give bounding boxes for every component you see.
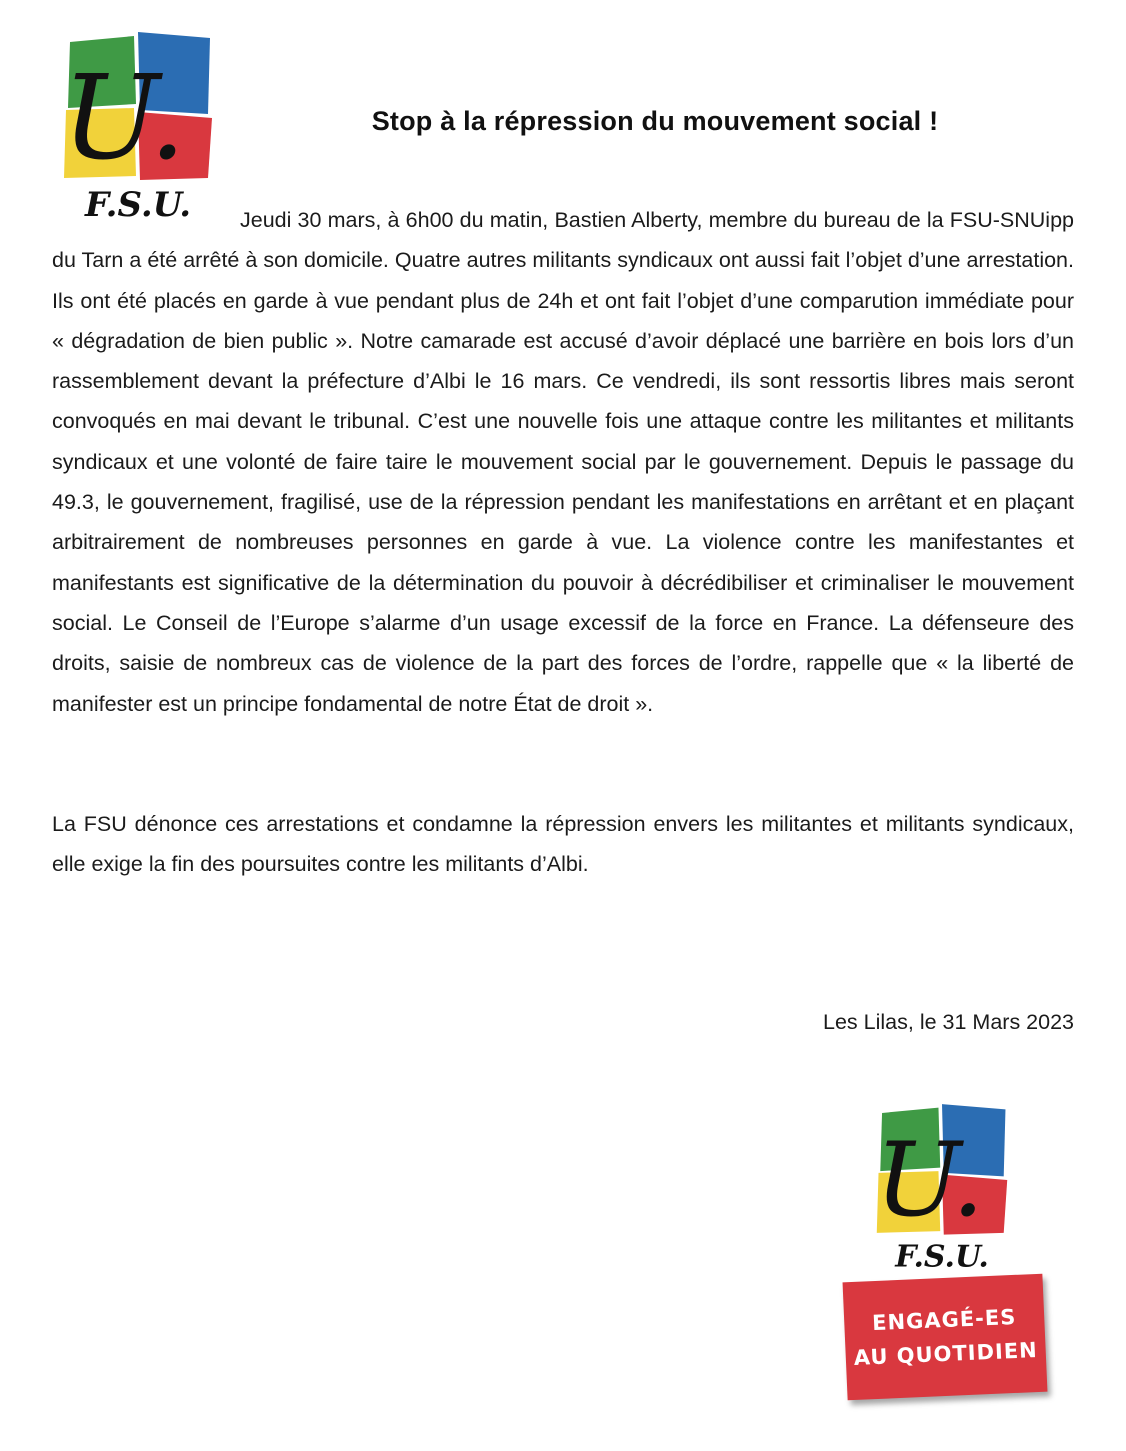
engagees-stamp — [843, 1274, 1048, 1401]
stamp-line-2: AU QUOTIDIEN — [853, 1337, 1039, 1370]
paragraph-2: La FSU dénonce ces arrestations et condamne la répression envers les militantes et militants syndicaux, elle exige la fin des poursuites contre les militants d’Albi. — [52, 811, 1074, 877]
logo-caption: F.S.U. — [84, 185, 192, 222]
page-title: Stop à la répression du mouvement social ! — [371, 106, 939, 137]
logo-letter-bottom: U. — [875, 1121, 985, 1241]
fsu-logo-bottom — [875, 1102, 1009, 1272]
logo-letter: U. — [62, 51, 186, 186]
fsu-logo-top — [62, 30, 214, 222]
paragraph-1 — [52, 200, 1074, 724]
stamp-line-1: ENGAGÉ-ES — [871, 1304, 1017, 1336]
paragraph-1-text: Jeudi 30 mars, à 6h00 du matin, Bastien Alberty, membre du bureau de la FSU-SNUipp du Tarn a été arrêté à son domicile. Quatre autres militants syndicaux ont aussi fait l’objet d’une arrestation. Ils ont été placés en garde à vue pendant plus de 24h et ont fait l’objet d’une comparution immédiate pour « dégradation de bien public ». Notre camarade est accusé d’avoir déplacé une barrière en bois lors d’un rassemblement devant la préfecture d’Albi le 16 mars. Ce vendredi, ils sont ressortis libres mais seront convoqués en mai devant le tribunal. C’est une nouvelle fois une attaque contre les militantes et militants syndicaux et une volonté de faire taire le mouvement social par le gouvernement. Depuis le passage du 49.3, le gouvernement, fragilisé, use de la répression pendant les manifestations en arrêtant et en plaçant arbitrairement de nombreuses personnes en garde à vue. La violence contre les manifestantes et manifestants est significative de la détermination du pouvoir à décrédibiliser et criminaliser le mouvement social. Le Conseil de l’Europe s’alarme d’un usage excessif de la force en France. La défenseure des droits, saisie de nombreux cas de violence de la part des forces de l’ordre, rappelle que « la liberté de manifester est un principe fondamental de notre État de droit ». — [52, 208, 1074, 716]
document-body — [52, 200, 1074, 884]
signature-date: Les Lilas, le 31 Mars 2023 — [823, 1010, 1074, 1034]
logo-caption-bottom: F.S.U. — [895, 1239, 989, 1272]
fsu-logo-emblem — [62, 30, 214, 222]
fsu-logo-emblem-bottom — [875, 1102, 1009, 1272]
